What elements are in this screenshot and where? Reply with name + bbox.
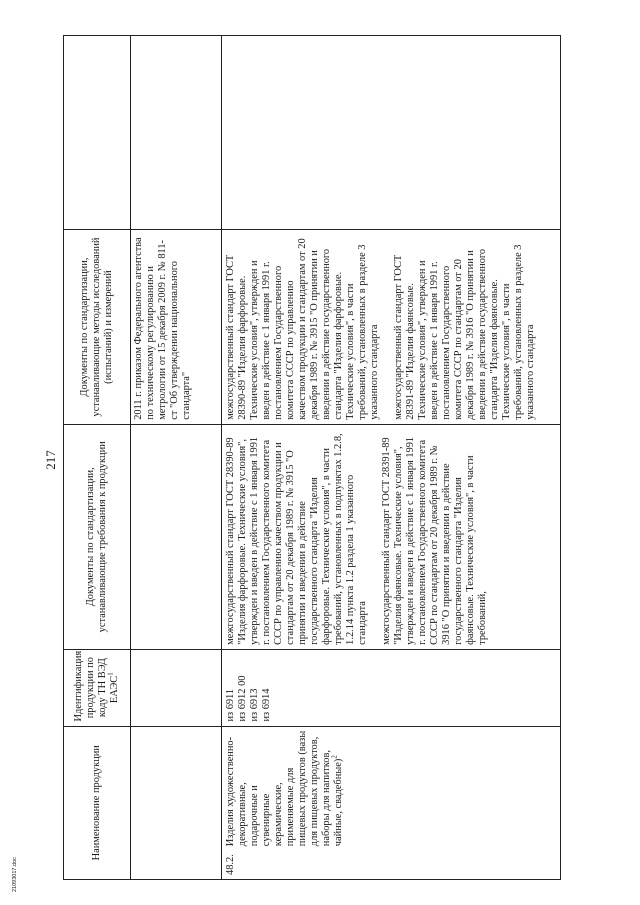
footnote-marker: 1 [106,672,115,676]
standards-table [63,35,561,880]
header-extra-column [64,36,131,230]
header-identification: Идентификация продукции по коду ТН ВЭД ЕАЭС$^1$ [64,649,131,726]
footer-file-code: 21093017.doc [12,857,18,892]
table-header-row [64,36,131,880]
table-row-continuation [131,36,222,880]
methods-standard-1: межгосударственный стандарт ГОСТ 28390-89 "Изделия фарфоровые. Технические условия", утвержден и введен в действие с 1 января 1991 г. постановлением Государственного комитета СССР по управлению качеством продукции и стандартам от 20 декабря 1989 г. № 3915 "О принятии и введении в действие государственного стандарта "Изделия фарфоровые. Технические условия", в части требований, установленных в разделе 3 указанного стандарта [225,238,380,420]
header-standards-requirements: Документы по стандартизации, устанавливающие требования к продукции [64,424,131,649]
header-standards-methods: Документы по стандартизации, устанавливающие методы исследований (испытаний) и измерений [64,230,131,424]
item-name: Изделия художественно-декоративные, подарочные и сувенирные керамические, применяемые для пищевых продуктов (вазы для пищевых продуктов, наборы для напитков, чайные, свадебные)$^2$ [225,730,344,847]
cell-codes [222,649,561,726]
cell-requirements [222,424,561,649]
cell-empty [222,36,561,230]
table-row-item-48-2 [222,36,561,880]
methods-standard-2: межгосударственный стандарт ГОСТ 28391-89 "Изделия фаянсовые. Технические условия", утвержден и введен в действие с 1 января 1991 г. постановлением Государственного комитета СССР по стандартам от 20 декабря 1989 г. № 3916 "О принятии и введении в действие государственного стандарта "Изделия фаянсовые. Технические условия", в части требований, установленных в разделе 3 указанного стандарта [393,244,536,420]
footnote-marker: 2 [330,755,339,759]
rotated-landscape-sheet [38,35,583,880]
code-entry: из 6911 [225,688,236,722]
cell-empty [131,36,222,230]
header-product-name: Наименование продукции [64,726,131,879]
item-number: 48.2. [225,854,236,875]
page-number: 217 [43,450,58,470]
requirements-standard-2: межгосударственный стандарт ГОСТ 28391-89 "Изделия фаянсовые. Технические условия", утвержден и введен в действие с 1 января 1991 г. постановлением Государственного комитета СССР по стандартам от 20 декабря 1989 г. № 3916 "О принятии и введении в действие государственного стандарта "Изделия фаянсовые. Технические условия", в части требований, [381,436,488,645]
cell-methods [222,230,561,424]
requirements-standard-1: межгосударственный стандарт ГОСТ 28390-89 "Изделия фарфоровые. Технические условия", утвержден и введен в действие с 1 января 1991 г. постановлением Государственного комитета СССР по управлению качеством продукции и стандартам от 20 декабря 1989 г. № 3915 "О принятии и введении в действие государственного стандарта "Изделия фарфоровые. Технические условия", в части требований, установленных в подпунктах 1.2.8, 1.2.14 пункта 1.2 раздела 1 указанного стандарта [225,433,368,645]
cell-empty [131,649,222,726]
cell-methods-continuation: 2011 г. приказом Федерального агентства по техническому регулированию и метрологии от 15 декабря 2009 г. № 811-ст "Об утверждении национального стандарта" [131,230,222,424]
cell-empty [131,726,222,879]
code-entry: из 6914 [261,688,272,722]
code-entry: из 6913 [249,688,260,722]
code-entry: из 6912 00 [237,675,248,722]
cell-product-name [222,726,561,879]
cell-empty [131,424,222,649]
